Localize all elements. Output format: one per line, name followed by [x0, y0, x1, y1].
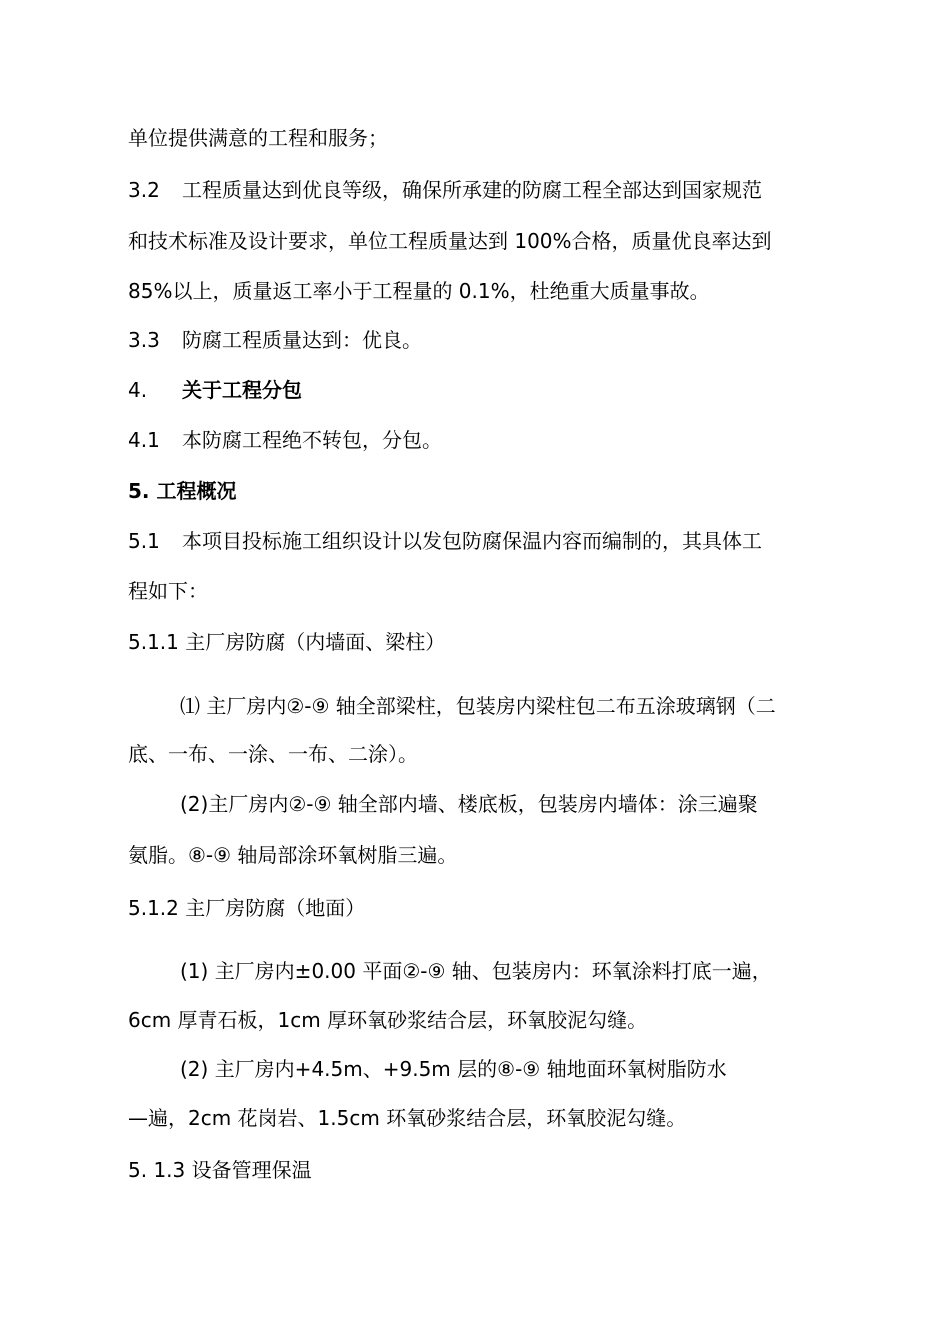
paragraph-line: (1) 主厂房内±0.00 平面②-⑨ 轴、包装房内：环氧涂料打底一遍， [180, 959, 772, 983]
text-line: 和技术标准及设计要求，单位工程质量达到 100%合格，质量优良率达到 [128, 229, 772, 253]
text-line: 85%以上，质量返工率小于工程量的 0.1%，杜绝重大质量事故。 [128, 279, 710, 303]
section-text: 工程质量达到优良等级，确保所承建的防腐工程全部达到国家规范 [182, 178, 762, 202]
section-3-2 [128, 176, 762, 204]
section-4-1 [128, 426, 442, 454]
text-line: 程如下： [128, 579, 208, 603]
section-4-heading [128, 376, 302, 404]
paragraph-line: 底、一布、一涂、一布、二涂）。 [128, 742, 418, 766]
section-text: 本防腐工程绝不转包，分包。 [182, 428, 442, 452]
section-5-heading: 5. 工程概况 [128, 479, 237, 503]
section-number: 4. [128, 378, 148, 402]
section-5-1 [128, 527, 762, 555]
paragraph-line: 氨脂。⑧-⑨ 轴局部涂环氧树脂三遍。 [128, 843, 458, 867]
paragraph-line: —遍，2cm 花岗岩、1.5cm 环氧砂浆结合层，环氧胶泥勾缝。 [128, 1106, 687, 1130]
section-number: 3.3 [128, 328, 160, 352]
section-number: 4.1 [128, 428, 160, 452]
section-text: 本项目投标施工组织设计以发包防腐保温内容而编制的，其具体工 [182, 529, 762, 553]
section-heading: 关于工程分包 [182, 378, 302, 402]
text-line: 单位提供满意的工程和服务； [128, 126, 388, 150]
section-text: 防腐工程质量达到：优良。 [182, 328, 422, 352]
paragraph-line: ⑴ 主厂房内②-⑨ 轴全部梁柱，包装房内梁柱包二布五涂玻璃钢（二 [180, 694, 776, 718]
paragraph-line: (2)主厂房内②-⑨ 轴全部内墙、楼底板，包装房内墙体：涂三遍聚 [180, 792, 758, 816]
section-number: 5.1 [128, 529, 160, 553]
subsection-5-1-3: 5. 1.3 设备管理保温 [128, 1158, 312, 1182]
paragraph-line: 6cm 厚青石板，1cm 厚环氧砂浆结合层，环氧胶泥勾缝。 [128, 1008, 648, 1032]
paragraph-line: (2) 主厂房内+4.5m、+9.5m 层的⑧-⑨ 轴地面环氧树脂防水 [180, 1057, 727, 1081]
section-number: 3.2 [128, 178, 160, 202]
subsection-5-1-2: 5.1.2 主厂房防腐（地面） [128, 896, 366, 920]
section-3-3 [128, 326, 422, 354]
subsection-5-1-1: 5.1.1 主厂房防腐（内墙面、梁柱） [128, 630, 446, 654]
